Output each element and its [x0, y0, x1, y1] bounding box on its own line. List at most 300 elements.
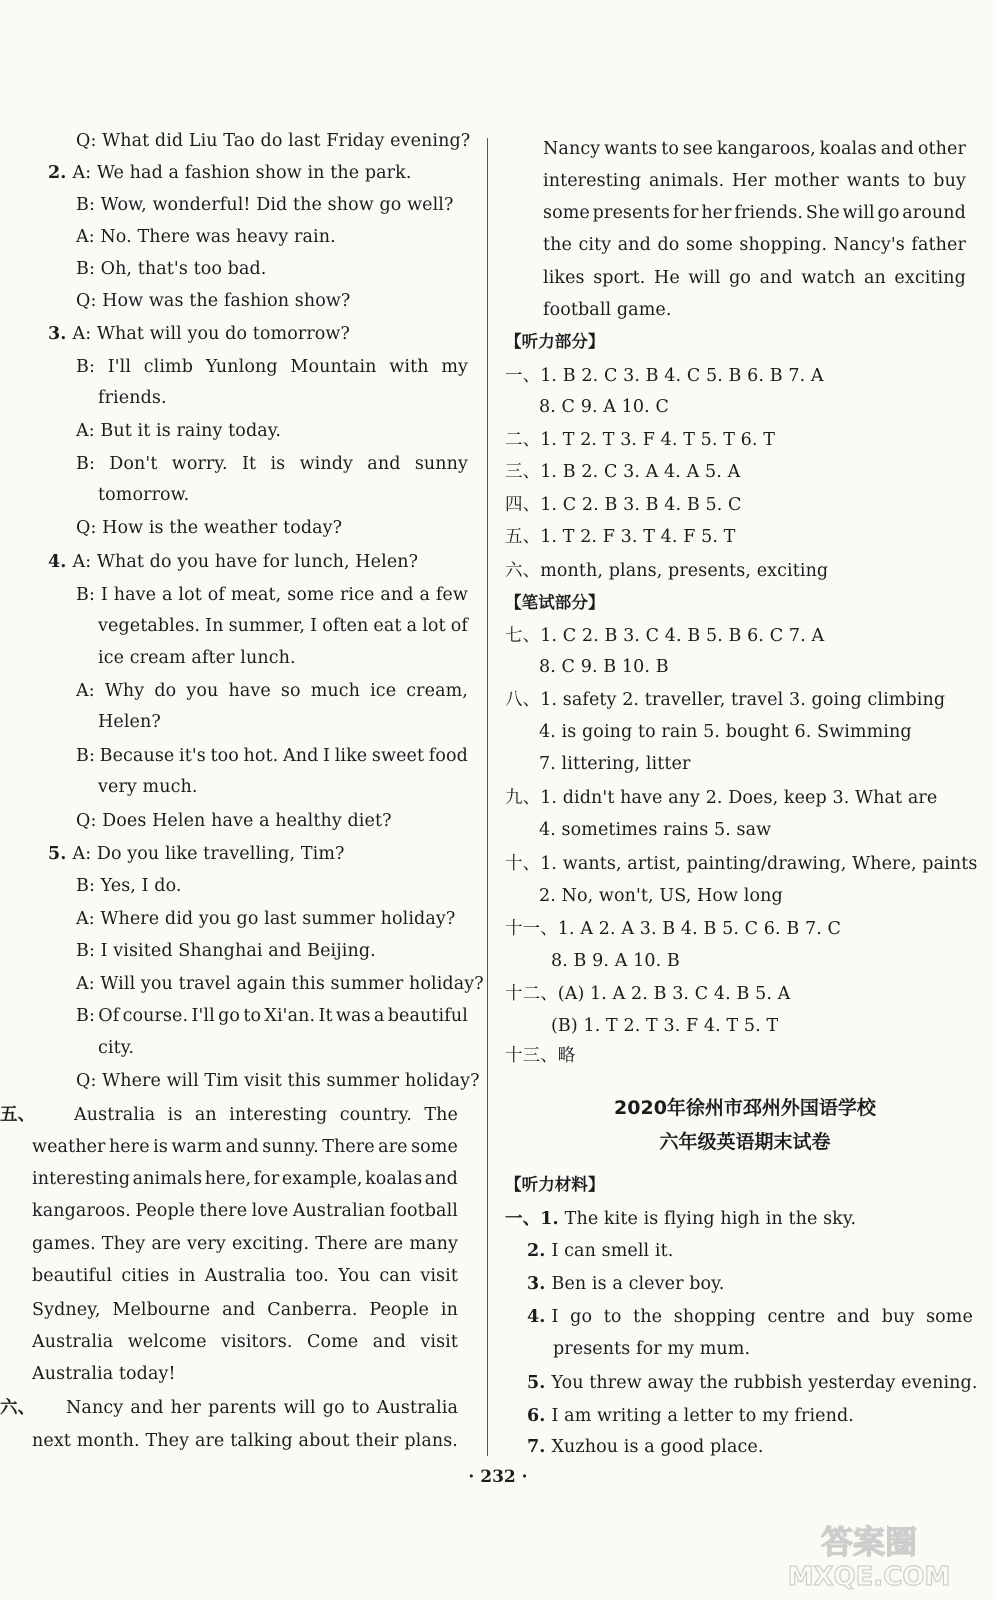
word: A:: [76, 681, 95, 701]
word: other: [917, 139, 966, 159]
line-text: football game.: [543, 300, 672, 320]
line-text: 四、1. C 2. B 3. B 4. B 5. C: [505, 495, 742, 515]
line-text: friends.: [98, 388, 167, 408]
text-line: [76, 517, 342, 539]
word: in: [178, 1266, 196, 1286]
text-line: [505, 461, 740, 483]
word: and: [372, 1332, 406, 1352]
word: you: [186, 681, 219, 701]
line-text: [76, 584, 468, 606]
word: warm: [171, 1137, 223, 1157]
word: Sydney,: [32, 1300, 101, 1320]
word: football: [389, 1201, 458, 1221]
line-text: [76, 356, 468, 378]
word: will: [283, 1398, 316, 1418]
text-line: [76, 875, 182, 897]
line-text: I can smell it.: [551, 1241, 674, 1261]
word: go: [877, 203, 900, 223]
text-line: [551, 950, 680, 972]
text-line: [539, 721, 912, 743]
word: and: [424, 1169, 458, 1189]
word: weather: [32, 1137, 106, 1157]
text-line: [543, 138, 966, 160]
word: a: [406, 616, 418, 636]
text-line: [98, 615, 468, 637]
word: her: [701, 203, 732, 223]
word: is: [153, 1137, 168, 1157]
item-number: 3.: [48, 324, 67, 344]
text-line: [505, 625, 824, 647]
line-text: Q: What did Liu Tao do last Friday evening?: [76, 131, 471, 151]
word: and: [836, 1307, 871, 1327]
word: People: [369, 1300, 430, 1320]
text-line: [76, 584, 468, 606]
word: koalas: [819, 139, 877, 159]
word: beautiful: [32, 1266, 113, 1286]
text-line: [0, 1397, 458, 1419]
word: the: [633, 1307, 663, 1327]
line-text: [32, 1430, 458, 1452]
word: go: [729, 268, 752, 288]
section-tag: 【听力部分】: [505, 332, 605, 351]
word: B:: [76, 454, 95, 474]
word: an: [863, 268, 886, 288]
line-text: A: We had a fashion show in the park.: [72, 163, 412, 183]
word: interesting: [229, 1105, 328, 1125]
word: some: [411, 1137, 458, 1157]
word: is: [167, 1105, 183, 1125]
word: plans.: [404, 1431, 458, 1451]
word: Australia: [74, 1105, 156, 1125]
line-text: 五、1. T 2. F 3. T 4. F 5. T: [505, 527, 736, 547]
line-text: tomorrow.: [98, 485, 190, 505]
word: do: [657, 235, 680, 255]
line-text: B: Oh, that's too bad.: [76, 259, 267, 279]
word: B:: [76, 746, 95, 766]
word: will: [842, 203, 875, 223]
text-line: [98, 387, 167, 409]
word: and: [222, 1300, 256, 1320]
word: It: [242, 454, 257, 474]
word: worry.: [171, 454, 228, 474]
word: here: [108, 1137, 150, 1157]
word: B:: [76, 1006, 95, 1026]
word: beautiful: [387, 1006, 468, 1026]
text-line: [505, 494, 742, 516]
text-line: [505, 1045, 575, 1067]
word: animals.: [648, 171, 725, 191]
item-number: 6.: [527, 1406, 546, 1426]
word: shopping: [673, 1307, 756, 1327]
line-text: 4. is going to rain 5. bought 6. Swimming: [539, 722, 912, 742]
text-line: [98, 647, 296, 669]
line-text: [66, 1397, 458, 1419]
word: I'll: [107, 357, 132, 377]
item-number: 4.: [527, 1307, 546, 1327]
text-line: [505, 853, 977, 875]
word: are: [194, 1431, 225, 1451]
word: with: [389, 357, 429, 377]
word: Because: [99, 746, 175, 766]
word: I: [323, 746, 331, 766]
line-text: 8. C 9. A 10. C: [539, 397, 669, 417]
line-text: [543, 138, 966, 160]
word: animals: [132, 1169, 203, 1189]
line-text: B: Wow, wonderful! Did the show go well?: [76, 195, 454, 215]
text-line: [98, 1037, 134, 1059]
text-line: [76, 356, 468, 378]
word: to: [907, 171, 926, 191]
word: their: [355, 1431, 399, 1451]
text-line: [505, 918, 841, 940]
word: I: [100, 585, 108, 605]
word: example,: [281, 1169, 363, 1189]
line-text: city.: [98, 1038, 135, 1058]
word: eat: [373, 616, 402, 636]
word: Canberra.: [267, 1300, 358, 1320]
line-text: Q: Does Helen have a healthy diet?: [76, 811, 392, 831]
word: it's: [179, 746, 206, 766]
text-line: [32, 1233, 458, 1255]
word: so: [280, 681, 301, 701]
word: my: [441, 357, 468, 377]
word: will: [688, 268, 721, 288]
text-line: [76, 420, 281, 442]
word: too.: [295, 1266, 329, 1286]
text-line: [76, 1005, 468, 1027]
text-line: [98, 711, 161, 733]
word: many: [409, 1234, 458, 1254]
word: There: [322, 1137, 375, 1157]
word: cream,: [406, 681, 468, 701]
word: to: [603, 1307, 622, 1327]
word: is: [270, 454, 286, 474]
line-text: 八、1. safety 2. traveller, travel 3. going climbing: [505, 690, 946, 710]
line-text: very much.: [98, 777, 198, 797]
line-text: 8. C 9. B 10. B: [539, 657, 669, 677]
text-line: [32, 1168, 458, 1190]
word: a: [419, 585, 430, 605]
word: koalas: [365, 1169, 423, 1189]
line-text: [76, 1005, 468, 1027]
text-line: [76, 745, 468, 767]
word: The: [424, 1105, 458, 1125]
word: to: [243, 1006, 262, 1026]
word: do: [154, 681, 177, 701]
word: like: [334, 746, 368, 766]
line-text: [551, 1306, 973, 1328]
item-number: 5.: [48, 844, 67, 864]
word: are: [151, 1234, 181, 1254]
word: I: [310, 616, 318, 636]
item-number: 2.: [527, 1241, 546, 1261]
word: ice: [370, 681, 397, 701]
line-text: 二、1. T 2. T 3. F 4. T 5. T 6. T: [505, 430, 775, 450]
text-line: [32, 1331, 458, 1353]
line-text: 2. No, won't, US, How long: [539, 886, 783, 906]
item-number: 3.: [527, 1274, 546, 1294]
text-line: [527, 1273, 724, 1295]
word: buy: [881, 1307, 915, 1327]
text-line: [76, 130, 470, 152]
item-number: 7.: [527, 1437, 546, 1457]
word: watch: [801, 268, 856, 288]
line-text: [32, 1265, 458, 1287]
word: some: [543, 203, 590, 223]
text-line: [98, 776, 198, 798]
text-line: [539, 396, 669, 418]
line-text: [543, 202, 966, 224]
word: B:: [76, 585, 95, 605]
word: some: [287, 585, 335, 605]
word: parents: [208, 1398, 277, 1418]
word: It: [318, 1006, 333, 1026]
text-line: [32, 1363, 176, 1385]
line-text: B: I visited Shanghai and Beijing.: [76, 941, 376, 961]
text-line: [76, 453, 468, 475]
word: have: [228, 681, 271, 701]
line-text: [543, 234, 966, 256]
word: love: [251, 1201, 289, 1221]
word: for: [672, 203, 699, 223]
line-text: [98, 615, 468, 637]
word: They: [101, 1234, 146, 1254]
line-text: 六、month, plans, presents, exciting: [505, 561, 829, 581]
word: centre: [767, 1307, 826, 1327]
word: visit: [420, 1332, 458, 1352]
text-line: [76, 226, 336, 248]
line-text: Q: How is the weather today?: [76, 518, 343, 538]
line-text: Q: How was the fashion show?: [76, 291, 351, 311]
word: vegetables.: [98, 616, 201, 636]
word: have: [113, 585, 157, 605]
word: Nancy: [543, 139, 601, 159]
word: And: [282, 746, 319, 766]
word: the: [543, 235, 572, 255]
word: around: [902, 203, 966, 223]
text-line: [76, 973, 484, 995]
text-line: [543, 170, 966, 192]
word: of: [450, 616, 468, 636]
word: I: [551, 1307, 559, 1327]
text-line: [48, 551, 418, 573]
line-text: The kite is flying high in the sky.: [564, 1209, 857, 1229]
word: talking: [230, 1431, 293, 1451]
line-text: A: Where did you go last summer holiday?: [76, 909, 456, 929]
word: Her: [732, 171, 767, 191]
text-line: [527, 1306, 973, 1328]
line-text: 九、1. didn't have any 2. Does, keep 3. What are: [505, 788, 938, 808]
text-line: [98, 484, 189, 506]
text-line: [76, 908, 455, 930]
text-line: [527, 1240, 673, 1262]
word: presents: [592, 203, 671, 223]
line-text: 七、1. C 2. B 3. C 4. B 5. B 6. C 7. A: [505, 626, 825, 646]
item-number: 4.: [48, 552, 67, 572]
line-text: presents for my mum.: [553, 1339, 751, 1359]
word: lot: [422, 616, 446, 636]
word: very: [186, 1234, 226, 1254]
word: Yunlong: [205, 357, 278, 377]
word: visitors.: [221, 1332, 293, 1352]
word: course.: [122, 1006, 189, 1026]
text-line: [543, 202, 966, 224]
line-text: [32, 1299, 458, 1321]
word: rice: [339, 585, 375, 605]
section-tag: 【笔试部分】: [505, 593, 605, 612]
word: month.: [76, 1431, 140, 1451]
line-text: [76, 745, 468, 767]
word: her: [170, 1398, 201, 1418]
text-line: [527, 1405, 854, 1427]
text-line: [553, 1338, 750, 1360]
word: shopping.: [739, 235, 828, 255]
word: a: [373, 1006, 385, 1026]
watermark-top-text: 答案圈: [820, 1523, 918, 1561]
word: wants: [846, 171, 900, 191]
line-text: [32, 1233, 458, 1255]
text-line: [76, 290, 350, 312]
line-text: 十三、略: [505, 1046, 576, 1066]
word: can: [379, 1266, 412, 1286]
word: You: [338, 1266, 371, 1286]
line-text: A: But it is rainy today.: [76, 421, 282, 441]
text-line: [527, 1372, 978, 1394]
word: In: [205, 616, 224, 636]
line-text: Ben is a clever boy.: [551, 1274, 725, 1294]
word: cities: [121, 1266, 170, 1286]
word: sport.: [593, 268, 646, 288]
word: games.: [32, 1234, 96, 1254]
line-text: (B) 1. T 2. T 3. F 4. T 5. T: [551, 1016, 779, 1036]
word: kangaroos.: [32, 1201, 131, 1221]
line-text: ice cream after lunch.: [98, 648, 296, 668]
text-line: [539, 885, 783, 907]
word: climb: [143, 357, 194, 377]
word: too: [210, 746, 239, 766]
word: to: [351, 1398, 370, 1418]
word: Xi'an.: [264, 1006, 316, 1026]
page-number: · 232 ·: [468, 1467, 528, 1487]
word: country.: [339, 1105, 412, 1125]
word: few: [435, 585, 468, 605]
line-text: 8. B 9. A 10. B: [551, 951, 680, 971]
line-text: I am writing a letter to my friend.: [551, 1406, 854, 1426]
word: and: [225, 1137, 259, 1157]
item-number: 一、1.: [505, 1209, 559, 1229]
line-text: Australia today!: [32, 1364, 176, 1384]
word: and: [880, 139, 914, 159]
line-text: A: What do you have for lunch, Helen?: [72, 552, 419, 572]
text-line: [539, 753, 690, 775]
word: and: [380, 585, 414, 605]
word: much: [310, 681, 361, 701]
text-line: [48, 843, 345, 865]
text-line: [505, 526, 735, 548]
word: city: [578, 235, 612, 255]
text-line: [539, 656, 669, 678]
text-line: [32, 1299, 458, 1321]
word: Australia: [204, 1266, 286, 1286]
word: visit: [420, 1266, 458, 1286]
text-line: [539, 819, 771, 841]
text-line: [0, 1104, 458, 1126]
word: in: [440, 1300, 458, 1320]
text-line: [48, 162, 412, 184]
line-text: 4. sometimes rains 5. saw: [539, 820, 772, 840]
line-text: 三、1. B 2. C 3. A 4. A 5. A: [505, 462, 741, 482]
word: some: [685, 235, 733, 255]
word: Of: [98, 1006, 120, 1026]
line-text: Xuzhou is a good place.: [551, 1437, 764, 1457]
line-text: [32, 1168, 458, 1190]
text-line: [505, 365, 824, 387]
word: meat,: [230, 585, 282, 605]
word: interesting: [543, 171, 642, 191]
section-heading: 2020年徐州市邳州外国语学校: [614, 1097, 876, 1119]
word: next: [32, 1431, 71, 1451]
text-line: [551, 1015, 778, 1037]
word: Why: [104, 681, 145, 701]
text-line: [32, 1265, 458, 1287]
word: sunny.: [262, 1137, 319, 1157]
word: She: [805, 203, 840, 223]
text-line: [32, 1136, 458, 1158]
word: kangaroos,: [716, 139, 816, 159]
word: are: [373, 1234, 404, 1254]
item-number: 六、: [0, 1398, 36, 1418]
word: Mountain: [290, 357, 377, 377]
line-text: Q: Where will Tim visit this summer holiday?: [76, 1071, 480, 1091]
word: friends.: [734, 203, 804, 223]
word: an: [194, 1105, 217, 1125]
item-number: 5.: [527, 1373, 546, 1393]
text-line: [76, 680, 468, 702]
word: Australia: [376, 1398, 458, 1418]
line-text: 十二、(A) 1. A 2. B 3. C 4. B 5. A: [505, 984, 791, 1004]
section-heading: 六年级英语期末试卷: [659, 1131, 831, 1153]
text-line: [505, 787, 937, 809]
word: here,: [204, 1169, 252, 1189]
line-text: 十一、1. A 2. A 3. B 4. B 5. C 6. B 7. C: [505, 919, 842, 939]
word: windy: [299, 454, 353, 474]
word: and: [617, 235, 651, 255]
text-line: [76, 940, 376, 962]
word: Nancy's: [833, 235, 905, 255]
word: welcome: [127, 1332, 207, 1352]
word: People: [135, 1201, 195, 1221]
item-number: 2.: [48, 163, 67, 183]
word: wants: [604, 139, 658, 159]
line-text: B: Yes, I do.: [76, 876, 182, 896]
line-text: [32, 1200, 458, 1222]
text-line: [76, 810, 392, 832]
text-line: [32, 1430, 458, 1452]
word: Don't: [109, 454, 158, 474]
word: buy: [933, 171, 966, 191]
word: Come: [306, 1332, 359, 1352]
column-divider: [487, 138, 488, 1456]
word: He: [654, 268, 680, 288]
line-text: A: Do you like travelling, Tim?: [72, 844, 345, 864]
word: mother: [774, 171, 839, 191]
text-line: [527, 1436, 764, 1458]
line-text: [543, 170, 966, 192]
line-text: 7. littering, litter: [539, 754, 691, 774]
word: to: [661, 139, 680, 159]
watermark-logo: [754, 1517, 984, 1592]
word: go: [218, 1006, 241, 1026]
